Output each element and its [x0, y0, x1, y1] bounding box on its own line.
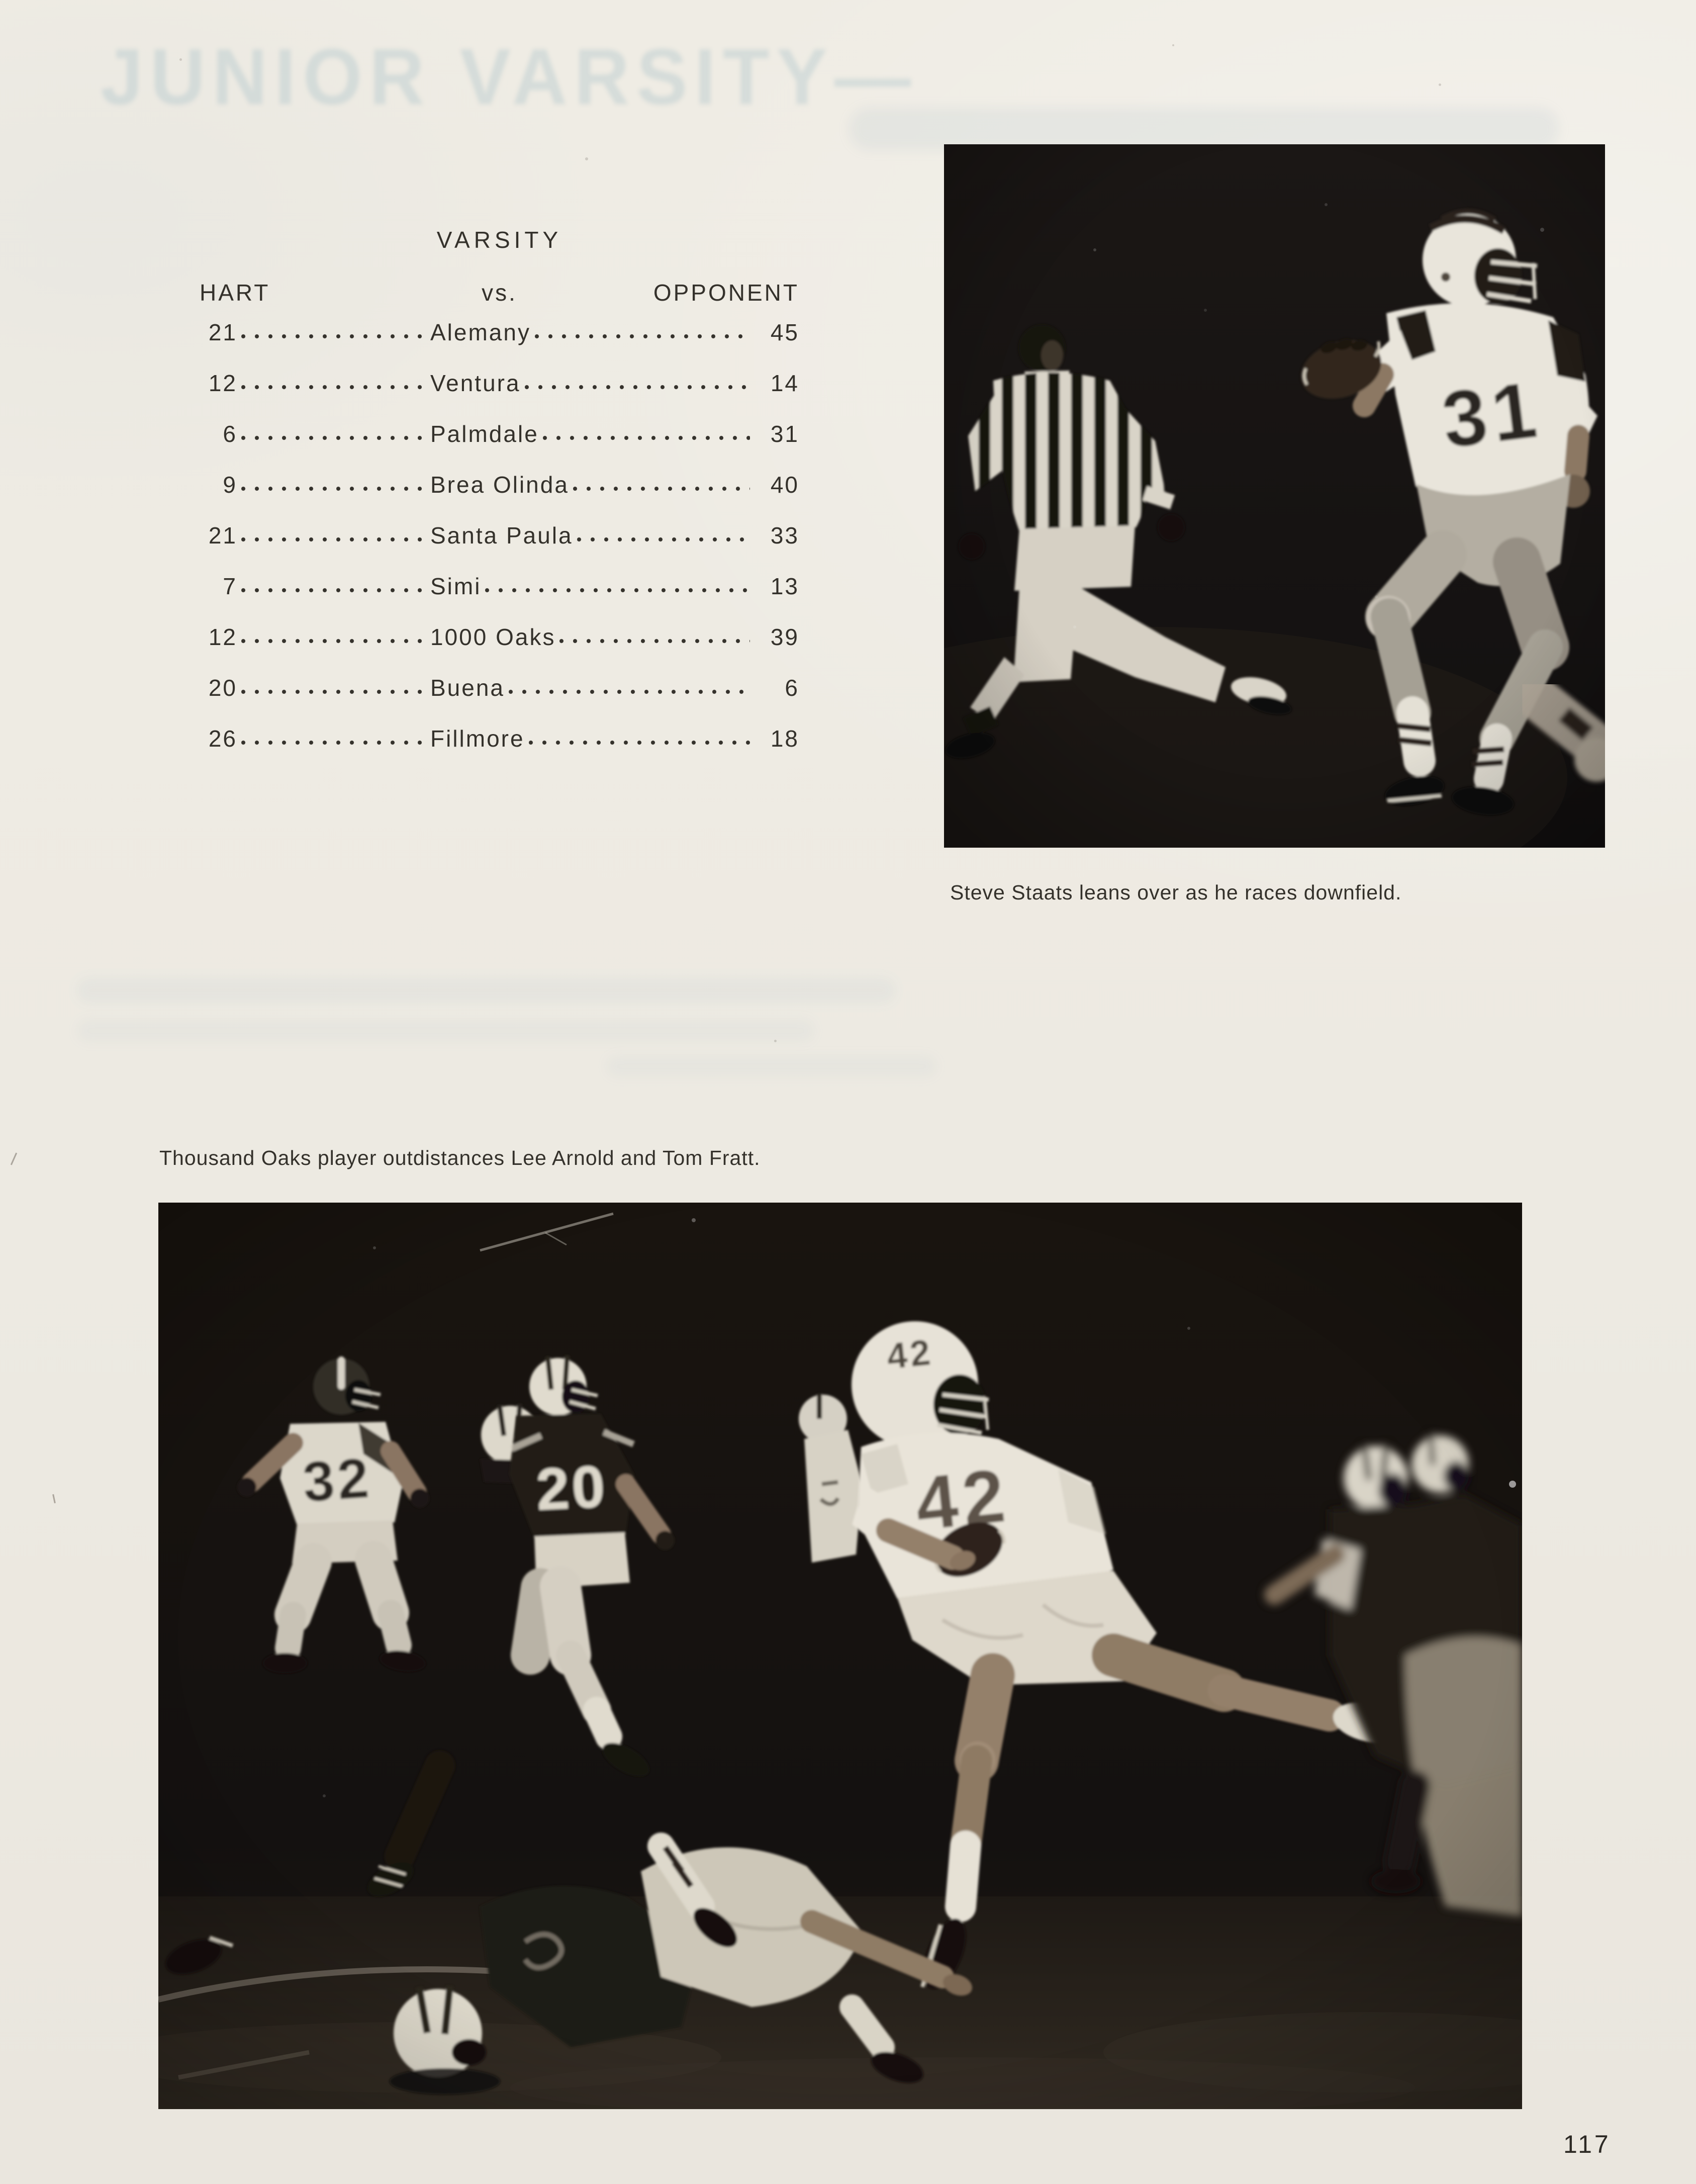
- table-header-row: [200, 279, 799, 306]
- dot-leader: [241, 486, 426, 492]
- score-row: [200, 496, 799, 547]
- top-photo-image: [944, 144, 1605, 848]
- hart-score: 26: [208, 725, 237, 752]
- dot-leader: [543, 435, 750, 441]
- dot-leader: [241, 689, 426, 695]
- paper-speck: [1172, 44, 1174, 46]
- opponent-name: Palmdale: [430, 420, 539, 447]
- score-row: [200, 699, 799, 750]
- bottom-photo-image: [158, 1203, 1522, 2109]
- score-row: [200, 649, 799, 699]
- opponent-score: 33: [770, 522, 799, 549]
- dot-leader: [241, 333, 426, 339]
- paper-speck: [1439, 83, 1441, 86]
- score-rows: [200, 293, 799, 750]
- photo-top: [944, 144, 1605, 848]
- hart-score: 7: [223, 573, 237, 599]
- hart-score: 12: [208, 623, 237, 650]
- dot-leader: [573, 486, 750, 492]
- dot-leader: [525, 384, 750, 390]
- dot-leader: [241, 638, 426, 644]
- score-row: [200, 445, 799, 496]
- dot-leader: [529, 740, 750, 746]
- dot-leader: [559, 638, 750, 644]
- score-row: [200, 344, 799, 395]
- dot-leader: [241, 587, 426, 593]
- dot-leader: [241, 435, 426, 441]
- paper-speck: [585, 157, 588, 160]
- opponent-score: 14: [770, 370, 799, 396]
- paper-mark: [11, 1153, 17, 1165]
- score-row: [200, 547, 799, 598]
- header-home-team: HART: [200, 279, 270, 306]
- ghost-text-strip: [606, 1055, 937, 1078]
- score-row: [200, 395, 799, 445]
- dot-leader: [485, 587, 750, 593]
- page-number: 117: [1563, 2130, 1611, 2158]
- dot-leader: [509, 689, 750, 695]
- opponent-name: Simi: [430, 573, 482, 599]
- score-row: [200, 598, 799, 649]
- opponent-score: 39: [770, 623, 799, 650]
- opponent-score: 45: [770, 319, 799, 345]
- opponent-score: 31: [770, 420, 799, 447]
- opponent-name: 1000 Oaks: [430, 623, 556, 650]
- opponent-score: 6: [785, 674, 799, 701]
- opponent-name: Fillmore: [430, 725, 525, 752]
- opponent-name: Alemany: [430, 319, 531, 345]
- dot-leader: [241, 384, 426, 390]
- hart-score: 9: [223, 471, 237, 498]
- photo-bottom: [158, 1203, 1522, 2109]
- dot-leader: [241, 740, 426, 746]
- opponent-name: Brea Olinda: [430, 471, 569, 498]
- hart-score: 21: [208, 319, 237, 345]
- paper-speck: [179, 58, 182, 61]
- photo-bottom-caption: Thousand Oaks player outdistances Lee Arnold and Tom Fratt.: [159, 1146, 761, 1169]
- header-opponent: OPPONENT: [653, 279, 799, 306]
- hart-score: 12: [208, 370, 237, 396]
- varsity-scores-table: [200, 227, 799, 750]
- paper-speck: [774, 1040, 777, 1042]
- opponent-score: 18: [770, 725, 799, 752]
- photo-top-caption: Steve Staats leans over as he races downfield.: [950, 881, 1402, 904]
- dot-leader: [577, 536, 750, 542]
- ghost-text-strip: [76, 1019, 815, 1043]
- table-title: VARSITY: [436, 227, 562, 253]
- opponent-name: Ventura: [430, 370, 521, 396]
- dot-leader: [535, 333, 750, 339]
- opponent-name: Buena: [430, 674, 505, 701]
- header-versus: vs.: [482, 279, 517, 306]
- paper-mark: [52, 1494, 56, 1503]
- hart-score: 21: [208, 522, 237, 549]
- ghost-headline: JUNIOR VARSITY—: [101, 32, 918, 122]
- opponent-score: 13: [770, 573, 799, 599]
- opponent-name: Santa Paula: [430, 522, 573, 549]
- hart-score: 20: [208, 674, 237, 701]
- ghost-text-strip: [850, 108, 1558, 150]
- opponent-score: 40: [770, 471, 799, 498]
- hart-score: 6: [223, 420, 237, 447]
- ghost-text-strip: [76, 977, 896, 1004]
- dot-leader: [241, 536, 426, 542]
